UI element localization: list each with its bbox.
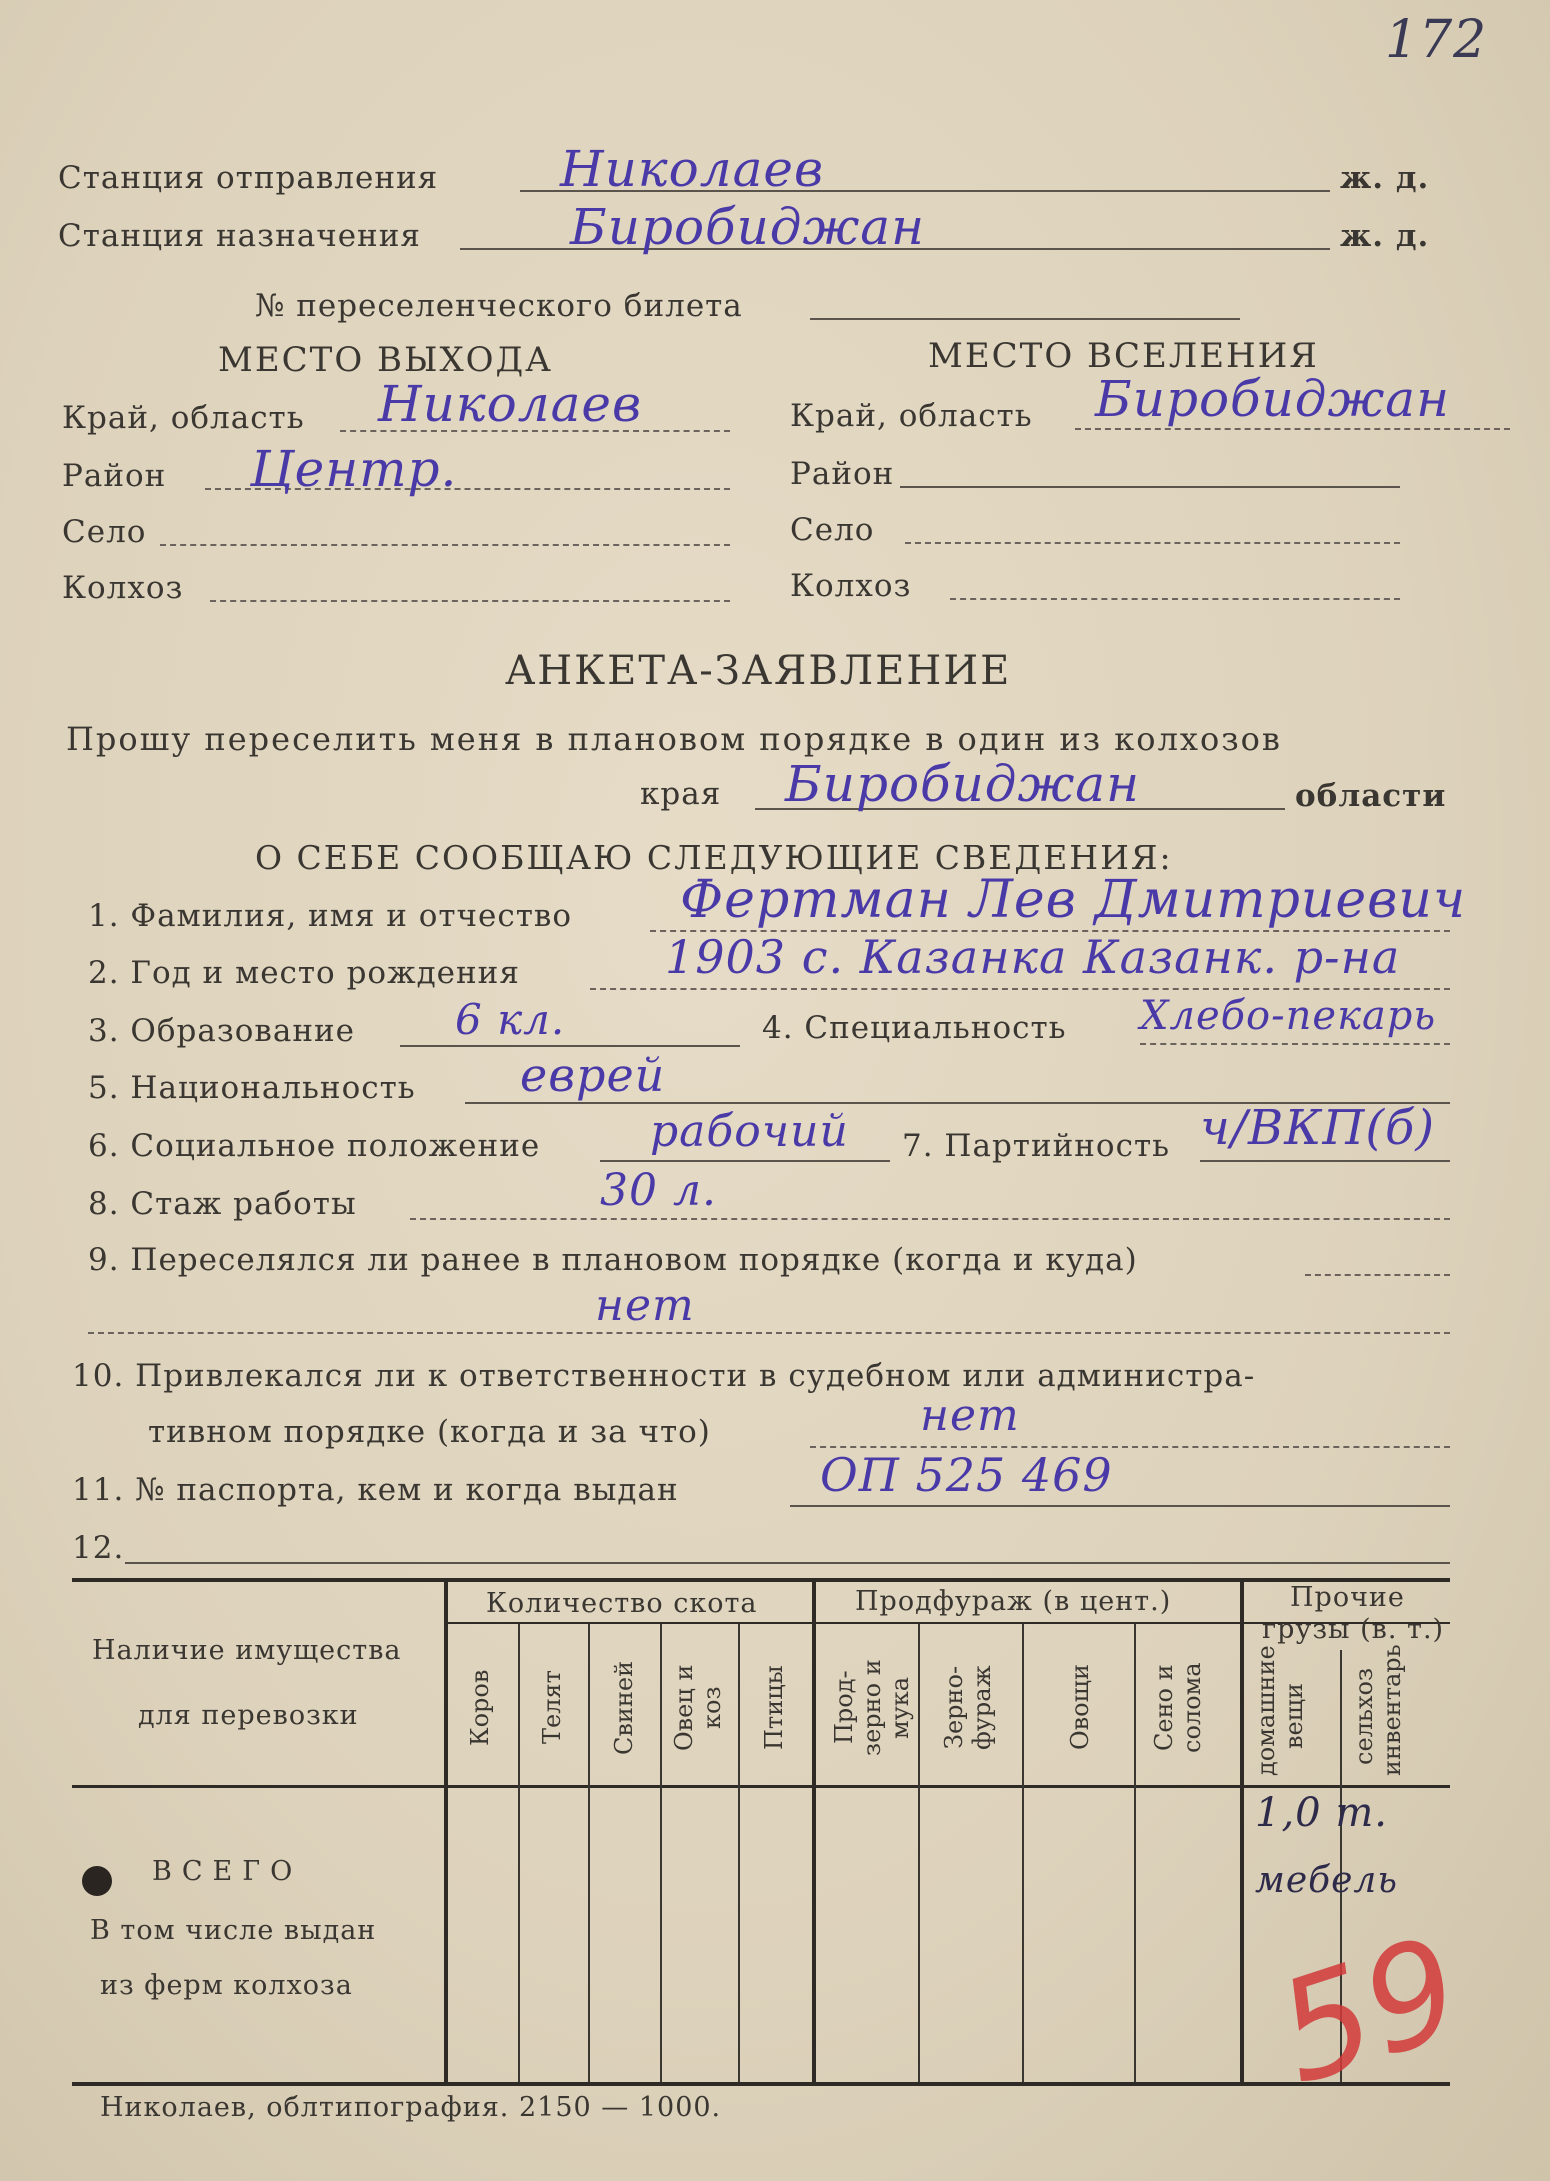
col-sep-6 bbox=[918, 1624, 920, 2082]
field-9-value: нет bbox=[595, 1280, 695, 1331]
col-hay-straw: Сено и солома bbox=[1150, 1662, 1206, 1753]
origin-kolkhoz-line bbox=[210, 600, 730, 602]
oblast-label: области bbox=[1295, 778, 1447, 814]
field-5-value: еврей bbox=[520, 1048, 666, 1102]
departure-station-value: Николаев bbox=[560, 140, 825, 198]
col-sep-1 bbox=[518, 1624, 520, 2082]
group-other-line2: грузы (в. т.) bbox=[1262, 1614, 1445, 1645]
col-home-goods: домашние вещи bbox=[1252, 1645, 1308, 1776]
field-10-label-line2: тивном порядке (когда и за что) bbox=[148, 1414, 711, 1450]
origin-heading: МЕСТО ВЫХОДА bbox=[218, 340, 553, 380]
col-cows: Коров bbox=[466, 1669, 494, 1746]
field-3-underline bbox=[400, 1045, 740, 1047]
home-goods-value-2: мебель bbox=[1255, 1860, 1398, 1901]
col-grain-fodder: Зерно-фураж bbox=[940, 1665, 996, 1750]
settlement-region-label: Край, область bbox=[790, 398, 1033, 434]
sub-row-line2: из ферм колхоза bbox=[100, 1970, 353, 2001]
departure-station-label: Станция отправления bbox=[58, 160, 439, 196]
field-12-label: 12. bbox=[72, 1530, 125, 1566]
settlement-heading: МЕСТО ВСЕЛЕНИЯ bbox=[928, 336, 1319, 376]
field-10-value: нет bbox=[920, 1390, 1020, 1441]
col-calves: Телят bbox=[538, 1670, 566, 1745]
field-2-value: 1903 с. Казанка Казанк. р-на bbox=[665, 930, 1401, 984]
col-poultry: Птицы bbox=[760, 1665, 788, 1750]
field-11-label: 11. № паспорта, кем и когда выдан bbox=[72, 1472, 679, 1508]
col-sep-8 bbox=[1134, 1624, 1136, 2082]
field-2-line bbox=[590, 988, 1450, 990]
origin-village-line bbox=[160, 544, 730, 546]
field-7-line bbox=[1200, 1160, 1450, 1162]
field-12-line bbox=[125, 1562, 1450, 1564]
field-6-label: 6. Социальное положение bbox=[88, 1128, 541, 1164]
row-header-line2: для перевозки bbox=[138, 1700, 359, 1731]
field-11-line bbox=[790, 1505, 1450, 1507]
field-4-label: 4. Специальность bbox=[762, 1010, 1067, 1046]
form-title: АНКЕТА-ЗАЯВЛЕНИЕ bbox=[505, 648, 1012, 694]
destination-station-value: Биробиджан bbox=[570, 198, 926, 256]
settlement-kolkhoz-line bbox=[950, 598, 1400, 600]
field-1-label: 1. Фамилия, имя и отчество bbox=[88, 898, 573, 934]
settlement-district-line bbox=[900, 486, 1400, 488]
origin-village-label: Село bbox=[62, 514, 147, 550]
settlement-kolkhoz-label: Колхоз bbox=[790, 568, 912, 604]
col-farm-tools: сельхоз инвентарь bbox=[1350, 1644, 1406, 1776]
col-grain-flour: Прод-зерно и мука bbox=[830, 1659, 914, 1756]
origin-kolkhoz-label: Колхоз bbox=[62, 570, 184, 606]
total-label: ВСЕГО bbox=[152, 1856, 303, 1887]
group-other-line1: Прочие bbox=[1290, 1582, 1405, 1613]
field-9-label: 9. Переселялся ли ранее в плановом порядке (когда и куда) bbox=[88, 1242, 1138, 1278]
table-col-sep-main bbox=[444, 1582, 448, 2082]
home-goods-value-1: 1,0 т. bbox=[1255, 1790, 1388, 1836]
departure-rail-suffix: ж. д. bbox=[1340, 160, 1430, 196]
field-1-value: Фертман Лев Дмитриевич bbox=[680, 870, 1467, 930]
field-3-value: 6 кл. bbox=[455, 995, 566, 1044]
col-vegetables: Овощи bbox=[1066, 1664, 1094, 1751]
info-heading: О СЕБЕ СООБЩАЮ СЛЕДУЮЩИЕ СВЕДЕНИЯ: bbox=[255, 838, 1173, 877]
request-line: Прошу переселить меня в плановом порядке в один из колхозов bbox=[66, 720, 1282, 758]
field-6-line bbox=[600, 1160, 890, 1162]
footer-printer: Николаев, облтипография. 2150 — 1000. bbox=[100, 2092, 722, 2123]
origin-district-label: Район bbox=[62, 458, 167, 494]
ticket-number-label: № переселенческого билета bbox=[255, 288, 743, 324]
field-8-line bbox=[410, 1218, 1450, 1220]
row-header-line1: Наличие имущества bbox=[92, 1635, 402, 1666]
ticket-number-line bbox=[810, 318, 1240, 320]
sub-row-line1: В том числе выдан bbox=[90, 1915, 377, 1946]
field-10-label-line1: 10. Привлекался ли к ответственности в судебном или администра- bbox=[72, 1358, 1256, 1394]
field-11-value: ОП 525 469 bbox=[820, 1448, 1113, 1502]
field-7-label: 7. Партийность bbox=[902, 1128, 1170, 1164]
table-bottom-border bbox=[72, 2082, 1450, 2086]
settlement-village-line bbox=[905, 542, 1400, 544]
destination-rail-suffix: ж. д. bbox=[1340, 218, 1430, 254]
field-5-label: 5. Национальность bbox=[88, 1070, 416, 1106]
settlement-district-label: Район bbox=[790, 456, 895, 492]
field-9-line-2 bbox=[88, 1332, 1450, 1334]
col-sep-7 bbox=[1022, 1624, 1024, 2082]
settlement-village-label: Село bbox=[790, 512, 875, 548]
field-4-value: Хлебо-пекарь bbox=[1140, 993, 1437, 1039]
col-pigs: Свиней bbox=[610, 1660, 638, 1755]
col-sep-5 bbox=[812, 1582, 816, 2082]
settlement-region-line bbox=[1075, 428, 1510, 430]
col-sep-3 bbox=[660, 1624, 662, 2082]
destination-station-label: Станция назначения bbox=[58, 218, 421, 254]
col-sep-9 bbox=[1240, 1582, 1244, 2082]
field-4-line bbox=[1140, 1043, 1450, 1045]
field-8-label: 8. Стаж работы bbox=[88, 1186, 357, 1222]
field-2-label: 2. Год и место рождения bbox=[88, 955, 520, 991]
kraya-label: края bbox=[640, 776, 722, 812]
field-6-value: рабочий bbox=[650, 1106, 849, 1157]
origin-region-value: Николаев bbox=[378, 375, 643, 433]
settlement-region-value: Биробиджан bbox=[1095, 370, 1451, 428]
col-sheep-goats: Овец и коз bbox=[670, 1664, 726, 1751]
field-8-value: 30 л. bbox=[600, 1165, 717, 1216]
origin-region-label: Край, область bbox=[62, 400, 305, 436]
col-sep-4 bbox=[738, 1624, 740, 2082]
red-stamp-number: 59 bbox=[1259, 1906, 1479, 2117]
kraya-value: Биробиджан bbox=[785, 755, 1141, 813]
field-9-line bbox=[1305, 1274, 1450, 1276]
origin-district-value: Центр. bbox=[250, 440, 458, 498]
col-sep-2 bbox=[588, 1624, 590, 2082]
group-livestock: Количество скота bbox=[486, 1588, 758, 1619]
punch-hole bbox=[82, 1866, 112, 1896]
page-number: 172 bbox=[1385, 10, 1488, 70]
group-fodder: Продфураж (в цент.) bbox=[855, 1586, 1172, 1617]
field-3-label: 3. Образование bbox=[88, 1013, 356, 1049]
field-7-value: ч/ВКП(б) bbox=[1200, 1100, 1436, 1156]
